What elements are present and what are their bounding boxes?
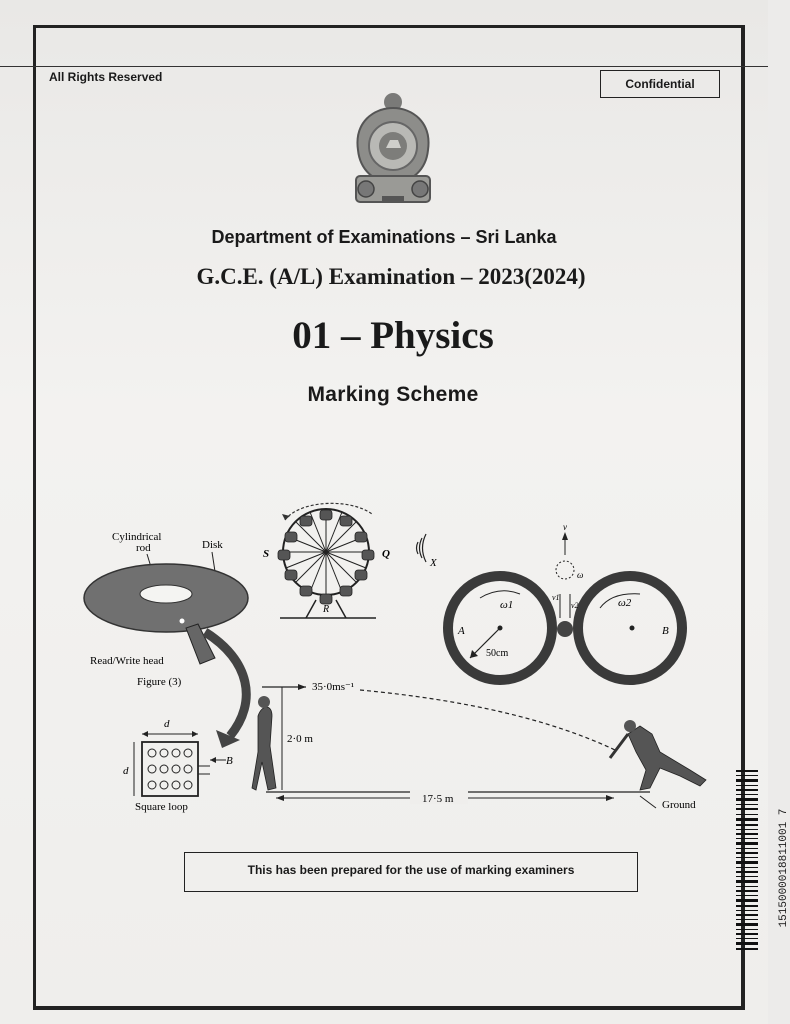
- label-a: A: [458, 625, 465, 637]
- radius-label: 50cm: [486, 648, 509, 659]
- loop-top-d: d: [164, 718, 170, 730]
- barcode-icon: [736, 770, 758, 950]
- confidential-box: Confidential: [600, 70, 720, 98]
- loop-side-d: d: [123, 765, 129, 777]
- ball-omega-label: ω: [577, 570, 584, 580]
- label-b: B: [662, 625, 669, 637]
- department-title: Department of Examinations – Sri Lanka: [211, 227, 557, 247]
- exam-title: G.C.E. (A/L) Examination – 2023(2024): [196, 264, 586, 289]
- v2-label: v2: [571, 601, 579, 610]
- cylindrical-rod-label: Cylindrical: [112, 531, 162, 543]
- physics-figures: [0, 490, 768, 830]
- v-label: v: [563, 522, 567, 532]
- footer-note-box: This has been prepared for the use of marking examiners: [184, 852, 638, 892]
- label-s: S: [263, 548, 270, 560]
- label-q: Q: [382, 548, 390, 560]
- subject-title: 01 – Physics: [292, 314, 494, 357]
- omega2-label: ω2: [618, 597, 632, 609]
- speed-label: 35·0ms⁻¹: [312, 681, 355, 693]
- marking-scheme-subtitle: Marking Scheme: [307, 383, 479, 406]
- cricket-figure: [252, 681, 706, 811]
- v1-label: v1: [552, 593, 560, 602]
- ferris-wheel-figure: [263, 503, 438, 618]
- read-write-head-label: Read/Write head: [90, 655, 164, 667]
- square-loop-caption: Square loop: [135, 801, 188, 813]
- disk-figure: [84, 531, 248, 748]
- rotating-wheels-figure: [448, 522, 682, 680]
- label-x: X: [430, 557, 437, 569]
- rights-text: All Rights Reserved: [49, 70, 163, 84]
- label-r: R: [323, 604, 330, 615]
- rod-label: rod: [136, 542, 151, 554]
- height-label: 2·0 m: [287, 733, 313, 745]
- serial-number: 1515000018811001 7: [778, 808, 790, 928]
- distance-label: 17·5 m: [422, 793, 454, 805]
- signal-icon: [417, 534, 427, 562]
- header-rule: [0, 66, 768, 67]
- disk-label: Disk: [202, 539, 223, 551]
- figure-3-label: Figure (3): [137, 676, 182, 688]
- ground-label: Ground: [662, 799, 696, 811]
- square-loop-figure: [123, 718, 233, 813]
- magnetic-field-label: B: [226, 755, 233, 767]
- omega1-label: ω1: [500, 599, 514, 611]
- sri-lanka-emblem-icon: [346, 92, 440, 210]
